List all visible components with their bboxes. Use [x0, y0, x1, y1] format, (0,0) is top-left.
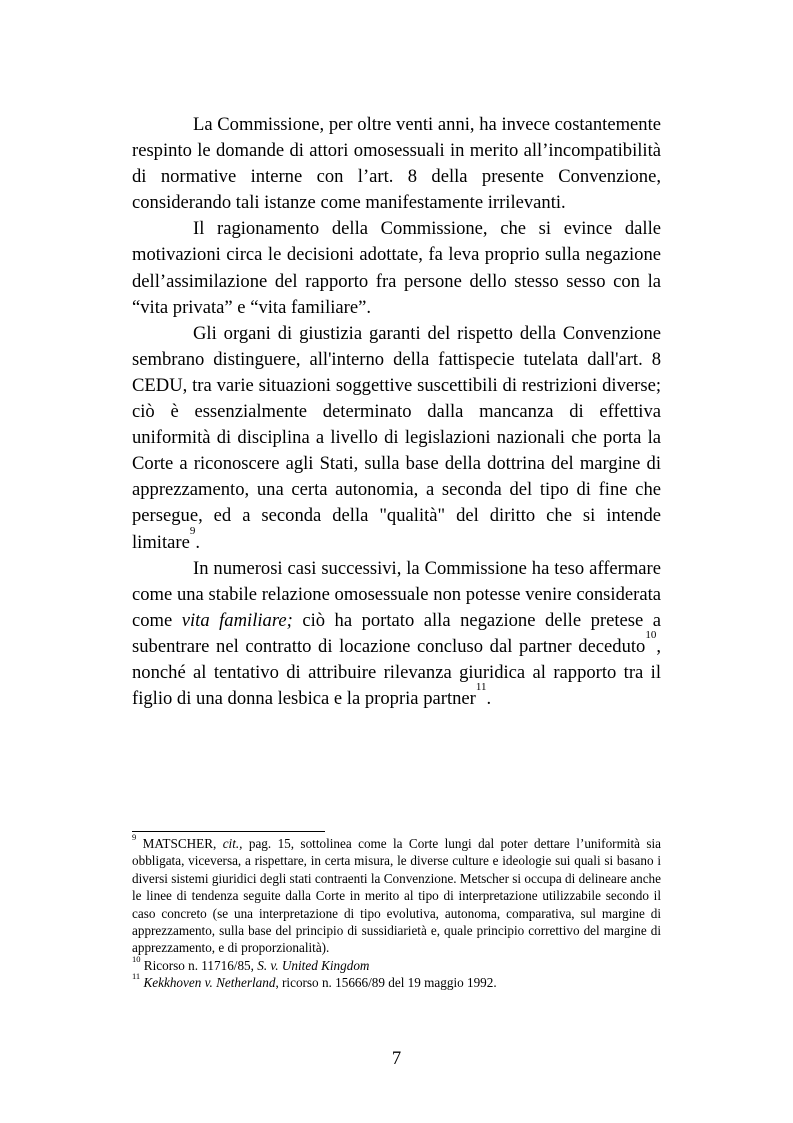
paragraph-text: La Commissione, per oltre venti anni, ha invece costantemente respinto le domande di attori omosessuali in merito all’incompatibilità di normative interne con l’art. 8 della presente Convenzione, considerando tali istanze come manifestamente irrilevanti. — [132, 114, 661, 214]
footnote-11 — [132, 971, 661, 991]
main-text — [132, 112, 661, 712]
footnote-cit: cit., — [222, 836, 243, 851]
footnote-ref-11[interactable]: 11 — [475, 681, 487, 694]
footnote-separator — [132, 831, 325, 832]
paragraph-text: Gli organi di giustizia garanti del rispetto della Convenzione sembrano distinguere, all'interno della fattispecie tutelata dall'art. 8 CEDU, tra varie situazioni soggettive suscettibili di restrizioni diverse; ciò è essenzialmente determinato dalla mancanza di effettiva uniformità di disciplina a livello di legislazioni nazionali che porta la Corte a riconoscere agli Stati, sulla base della dottrina del margine di apprezzamento, una certa autonomia, a seconda del tipo di fine che persegue, ed a seconda della "qualità" del diritto che si intende limitare — [132, 322, 661, 553]
paragraph-end: . — [486, 688, 492, 710]
footnote-ref-10[interactable]: 10 — [645, 628, 657, 641]
paragraph-text: ciò ha portato alla negazione delle pretese a subentrare nel contratto di locazione concluso dal partner deceduto — [132, 609, 661, 657]
italic-vita-familiare: vita familiare; — [181, 609, 293, 631]
footnote-mark-10: 10 — [132, 953, 141, 964]
paragraph-commissione-respinto — [132, 112, 661, 216]
paragraph-text: In numerosi casi successivi, la Commissione ha teso affermare come una stabile relazione omosessuale non potesse venire considerata come — [132, 557, 661, 631]
footnote-10 — [132, 953, 661, 974]
footnote-mark-11: 11 — [132, 971, 141, 982]
footnote-text: , ricorso n. 15666/89 del 19 maggio 1992. — [275, 975, 497, 991]
footnote-author: MATSCHER, — [142, 836, 217, 851]
footnote-text: Ricorso n. 11716/85, — [143, 957, 258, 973]
page-number: 7 — [391, 1048, 402, 1069]
footnote-case: Kekkhoven v. Netherland — [143, 975, 276, 991]
paragraph-text: , nonché al tentativo di attribuire rilevanza giuridica al rapporto tra il figlio di una donna lesbica e la propria partner — [132, 635, 661, 710]
footnote-9 — [132, 832, 662, 957]
paragraph-numerosi-casi — [132, 556, 661, 713]
footnote-case: S. v. United Kingdom — [257, 957, 370, 973]
footnote-ref-9[interactable]: 9 — [189, 524, 196, 537]
footnote-text: pag. 15, sottolinea come la Corte lungi dal poter dettare l’uniformità sia obbligata, viceversa, a rispettare, in certa misura, le diverse culture e ideologie sui quali si basano i diversi sistemi giuridici degli stati contraenti la Convenzione. Metscher si occupa di delineare anche le linee di tendenza seguite dalla Corte in merito al tipo di interpretazione utilizzabile secondo il caso concreto (se una interpretazione di tipo evolutiva, autonoma, comparativa, sul margine di apprezzamento, sulla base del principio di sussidiarietà e, quale principio correttivo del margine di apprezzamento, e di proporzionalità). — [132, 836, 662, 956]
paragraph-text: Il ragionamento della Commissione, che si evince dalle motivazioni circa le decisioni adottate, fa leva proprio sulla negazione dell’assimilazione del rapporto fra persone dello stesso sesso con la “vita privata” e “vita familiare”. — [132, 218, 661, 318]
paragraph-ragionamento — [132, 216, 661, 320]
footnote-mark-9: 9 — [132, 832, 137, 842]
paragraph-end: . — [195, 531, 200, 553]
footnotes — [132, 832, 662, 992]
paragraph-organi-giustizia — [132, 321, 661, 556]
